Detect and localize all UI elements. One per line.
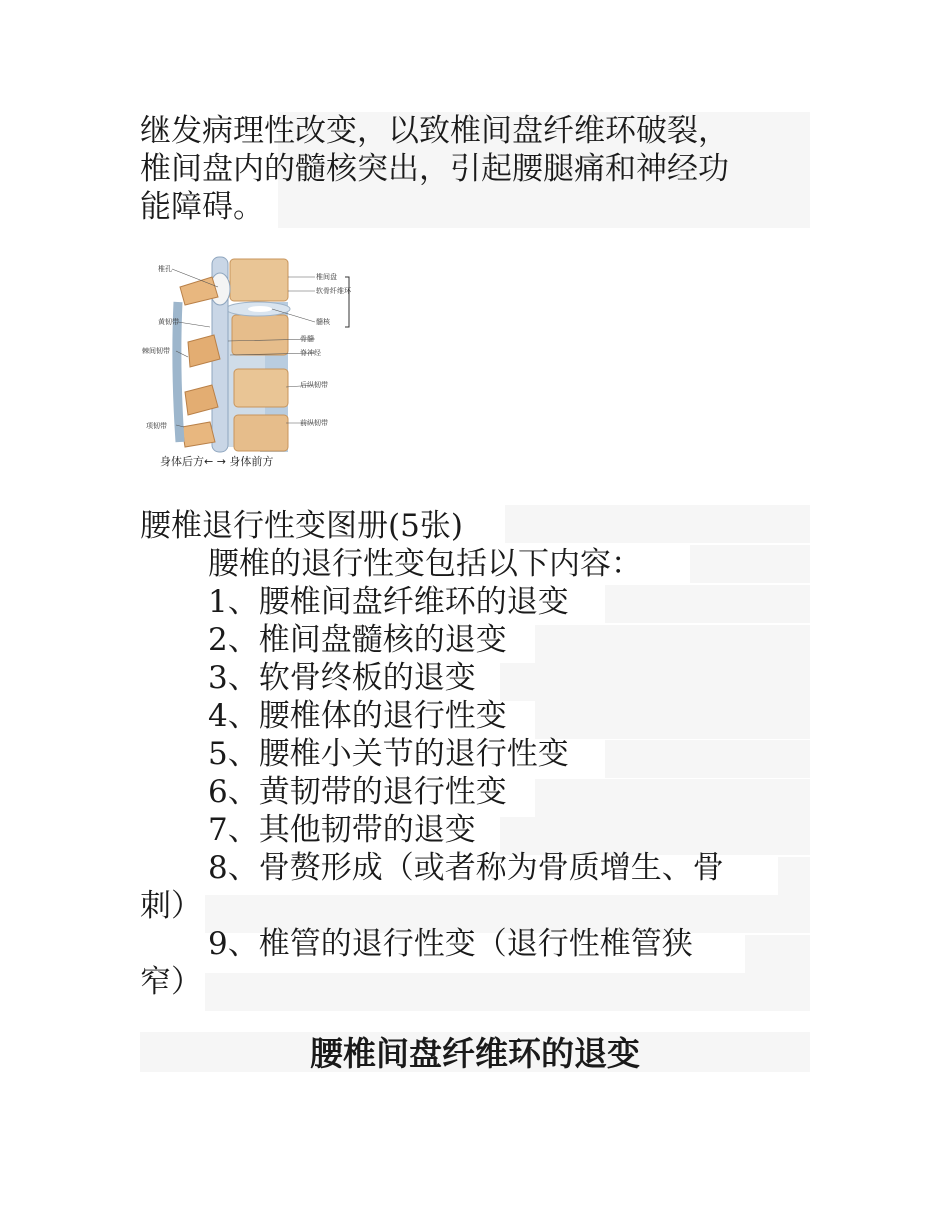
label-spinal-nerve: 脊神经 bbox=[300, 349, 321, 357]
list-item-4: 4、腰椎体的退行性变 bbox=[208, 698, 507, 734]
list-item-8-line-2: 刺） bbox=[140, 888, 202, 924]
list-item-5: 5、腰椎小关节的退行性变 bbox=[208, 736, 569, 772]
disc-bracket bbox=[345, 277, 349, 327]
intro-line-3: 能障碍。 bbox=[140, 189, 264, 225]
vertebral-body-3 bbox=[234, 369, 288, 407]
text-shade-11 bbox=[778, 857, 810, 895]
list-item-8-line-1: 8、骨赘形成（或者称为骨质增生、骨 bbox=[208, 850, 724, 886]
intro-line-1: 继发病理性改变，以致椎间盘纤维环破裂， bbox=[140, 113, 729, 149]
list-item-9-line-1: 9、椎管的退行性变（退行性椎管狭 bbox=[208, 926, 693, 962]
intro-line-2: 椎间盘内的髓核突出，引起腰腿痛和神经功 bbox=[140, 151, 729, 187]
vertebral-body-4 bbox=[234, 415, 288, 451]
label-marrow: 骨髓 bbox=[300, 335, 314, 343]
text-shade-13 bbox=[745, 935, 810, 973]
degeneration-list bbox=[140, 507, 724, 1001]
list-item-2: 2、椎间盘髓核的退变 bbox=[208, 622, 507, 658]
label-anterior-ligament: 前纵韧带 bbox=[300, 419, 328, 427]
label-disc: 椎间盘 bbox=[316, 273, 337, 281]
process-4 bbox=[182, 422, 215, 447]
label-vertebral-foramen: 椎孔 bbox=[158, 265, 172, 273]
nucleus-pulposus bbox=[248, 306, 272, 312]
label-interspinous-ligament: 棘间韧带 bbox=[142, 347, 170, 355]
vertebral-body-2 bbox=[232, 315, 288, 355]
vertebral-body-1 bbox=[230, 259, 288, 301]
label-posterior-ligament: 后纵韧带 bbox=[300, 381, 328, 389]
list-title: 腰椎退行性变图册(5张) bbox=[140, 508, 463, 544]
label-annulus: 软骨纤维环 bbox=[316, 287, 351, 295]
list-intro: 腰椎的退行性变包括以下内容： bbox=[208, 546, 642, 582]
label-ligamentum-flavum: 黄韧带 bbox=[158, 318, 179, 326]
section-heading: 腰椎间盘纤维环的退变 bbox=[310, 1034, 640, 1073]
label-nuchal-ligament: 项韧带 bbox=[146, 422, 167, 430]
list-item-9-line-2: 窄） bbox=[140, 964, 202, 1000]
intro-paragraph bbox=[140, 112, 729, 226]
list-item-3: 3、软骨终板的退变 bbox=[208, 660, 476, 696]
list-item-1: 1、腰椎间盘纤维环的退变 bbox=[208, 584, 569, 620]
label-nucleus: 髓核 bbox=[316, 318, 330, 326]
list-item-7: 7、其他韧带的退变 bbox=[208, 812, 476, 848]
list-item-6: 6、黄韧带的退行性变 bbox=[208, 774, 507, 810]
spine-anatomy-figure bbox=[140, 247, 360, 472]
figure-caption: 身体后方← → 身体前方 bbox=[160, 455, 274, 468]
spine-anatomy-illustration bbox=[140, 247, 360, 472]
